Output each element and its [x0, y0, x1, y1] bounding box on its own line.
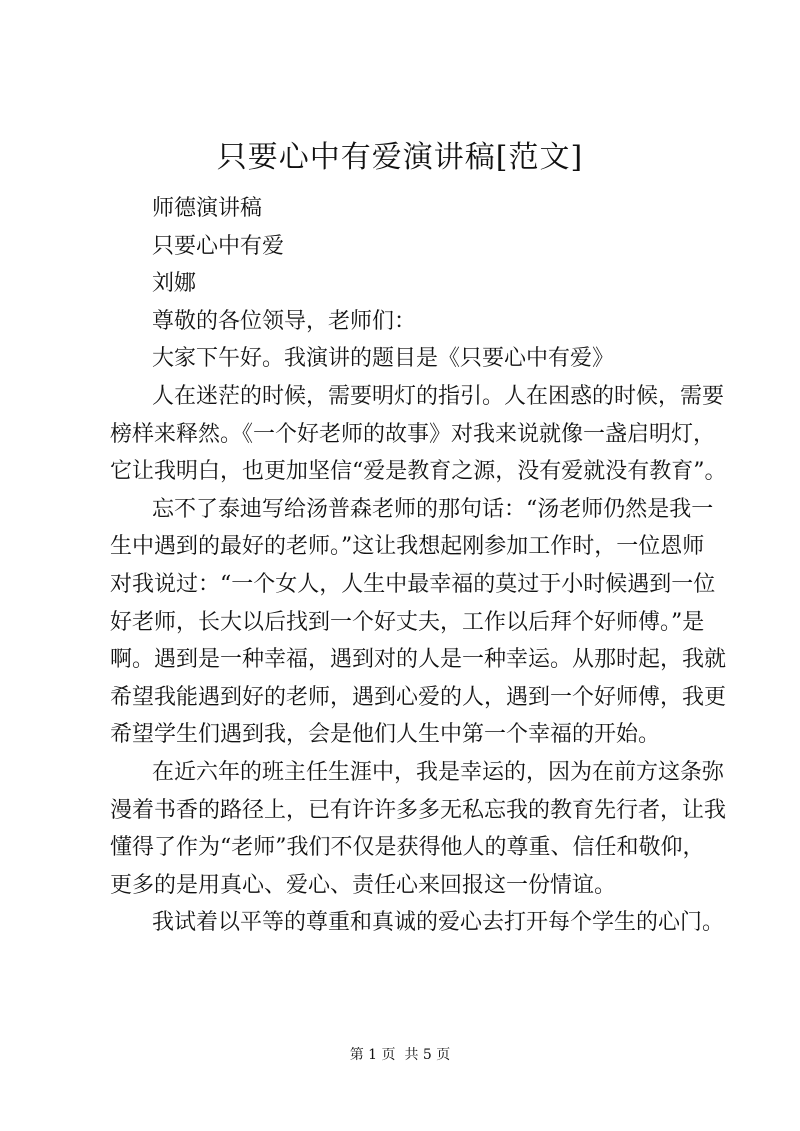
text-line-3: 刘娜: [152, 271, 197, 297]
text-line-13: 啊。遇到是一种幸福，遇到对的人是一种幸运。从那时起，我就: [110, 647, 727, 673]
text-line-20: 我试着以平等的尊重和真诚的爱心去打开每个学生的心门。: [152, 910, 725, 936]
text-line-2: 只要心中有爱: [152, 233, 285, 259]
text-line-17: 漫着书香的路径上，已有许许多多无私忘我的教育先行者，让我: [110, 797, 727, 823]
text-line-11: 对我说过：“一个女人，人生中最幸福的莫过于小时候遇到一位: [110, 571, 716, 597]
text-line-10: 生中遇到的最好的老师。”这让我想起刚参加工作时，一位恩师: [110, 534, 705, 560]
text-line-8: 它让我明白，也更加坚信“爱是教育之源，没有爱就没有教育”。: [110, 459, 727, 485]
text-line-4: 尊敬的各位领导，老师们：: [152, 308, 417, 334]
text-line-18: 懂得了作为“老师”我们不仅是获得他人的尊重、信任和敬仰，: [110, 835, 705, 861]
text-line-15: 希望学生们遇到我，会是他们人生中第一个幸福的开始。: [110, 722, 661, 748]
text-line-16: 在近六年的班主任生涯中，我是幸运的，因为在前方这条弥: [152, 759, 725, 785]
text-line-6: 人在迷茫的时候，需要明灯的指引。人在困惑的时候，需要: [152, 383, 725, 409]
text-line-19: 更多的是用真心、爱心、责任心来回报这一份情谊。: [110, 872, 617, 898]
text-line-7: 榜样来释然。《一个好老师的故事》对我来说就像一盏启明灯，: [110, 421, 716, 447]
document-title: 只要心中有爱演讲稿[范文]: [216, 140, 584, 175]
text-line-1: 师德演讲稿: [152, 196, 263, 221]
text-line-5: 大家下午好。我演讲的题目是《只要心中有爱》: [152, 346, 615, 372]
document-body: [110, 190, 727, 942]
text-line-12: 好老师，长大以后找到一个好丈夫，工作以后拜个好师傅。”是: [110, 609, 705, 635]
text-line-9: 忘不了泰迪写给汤普森老师的那句话：“汤老师仍然是我一: [152, 496, 714, 522]
text-line-14: 希望我能遇到好的老师，遇到心爱的人，遇到一个好师傅，我更: [110, 684, 727, 710]
page-number-footer: 第 1 页 共 5 页: [349, 1047, 451, 1063]
